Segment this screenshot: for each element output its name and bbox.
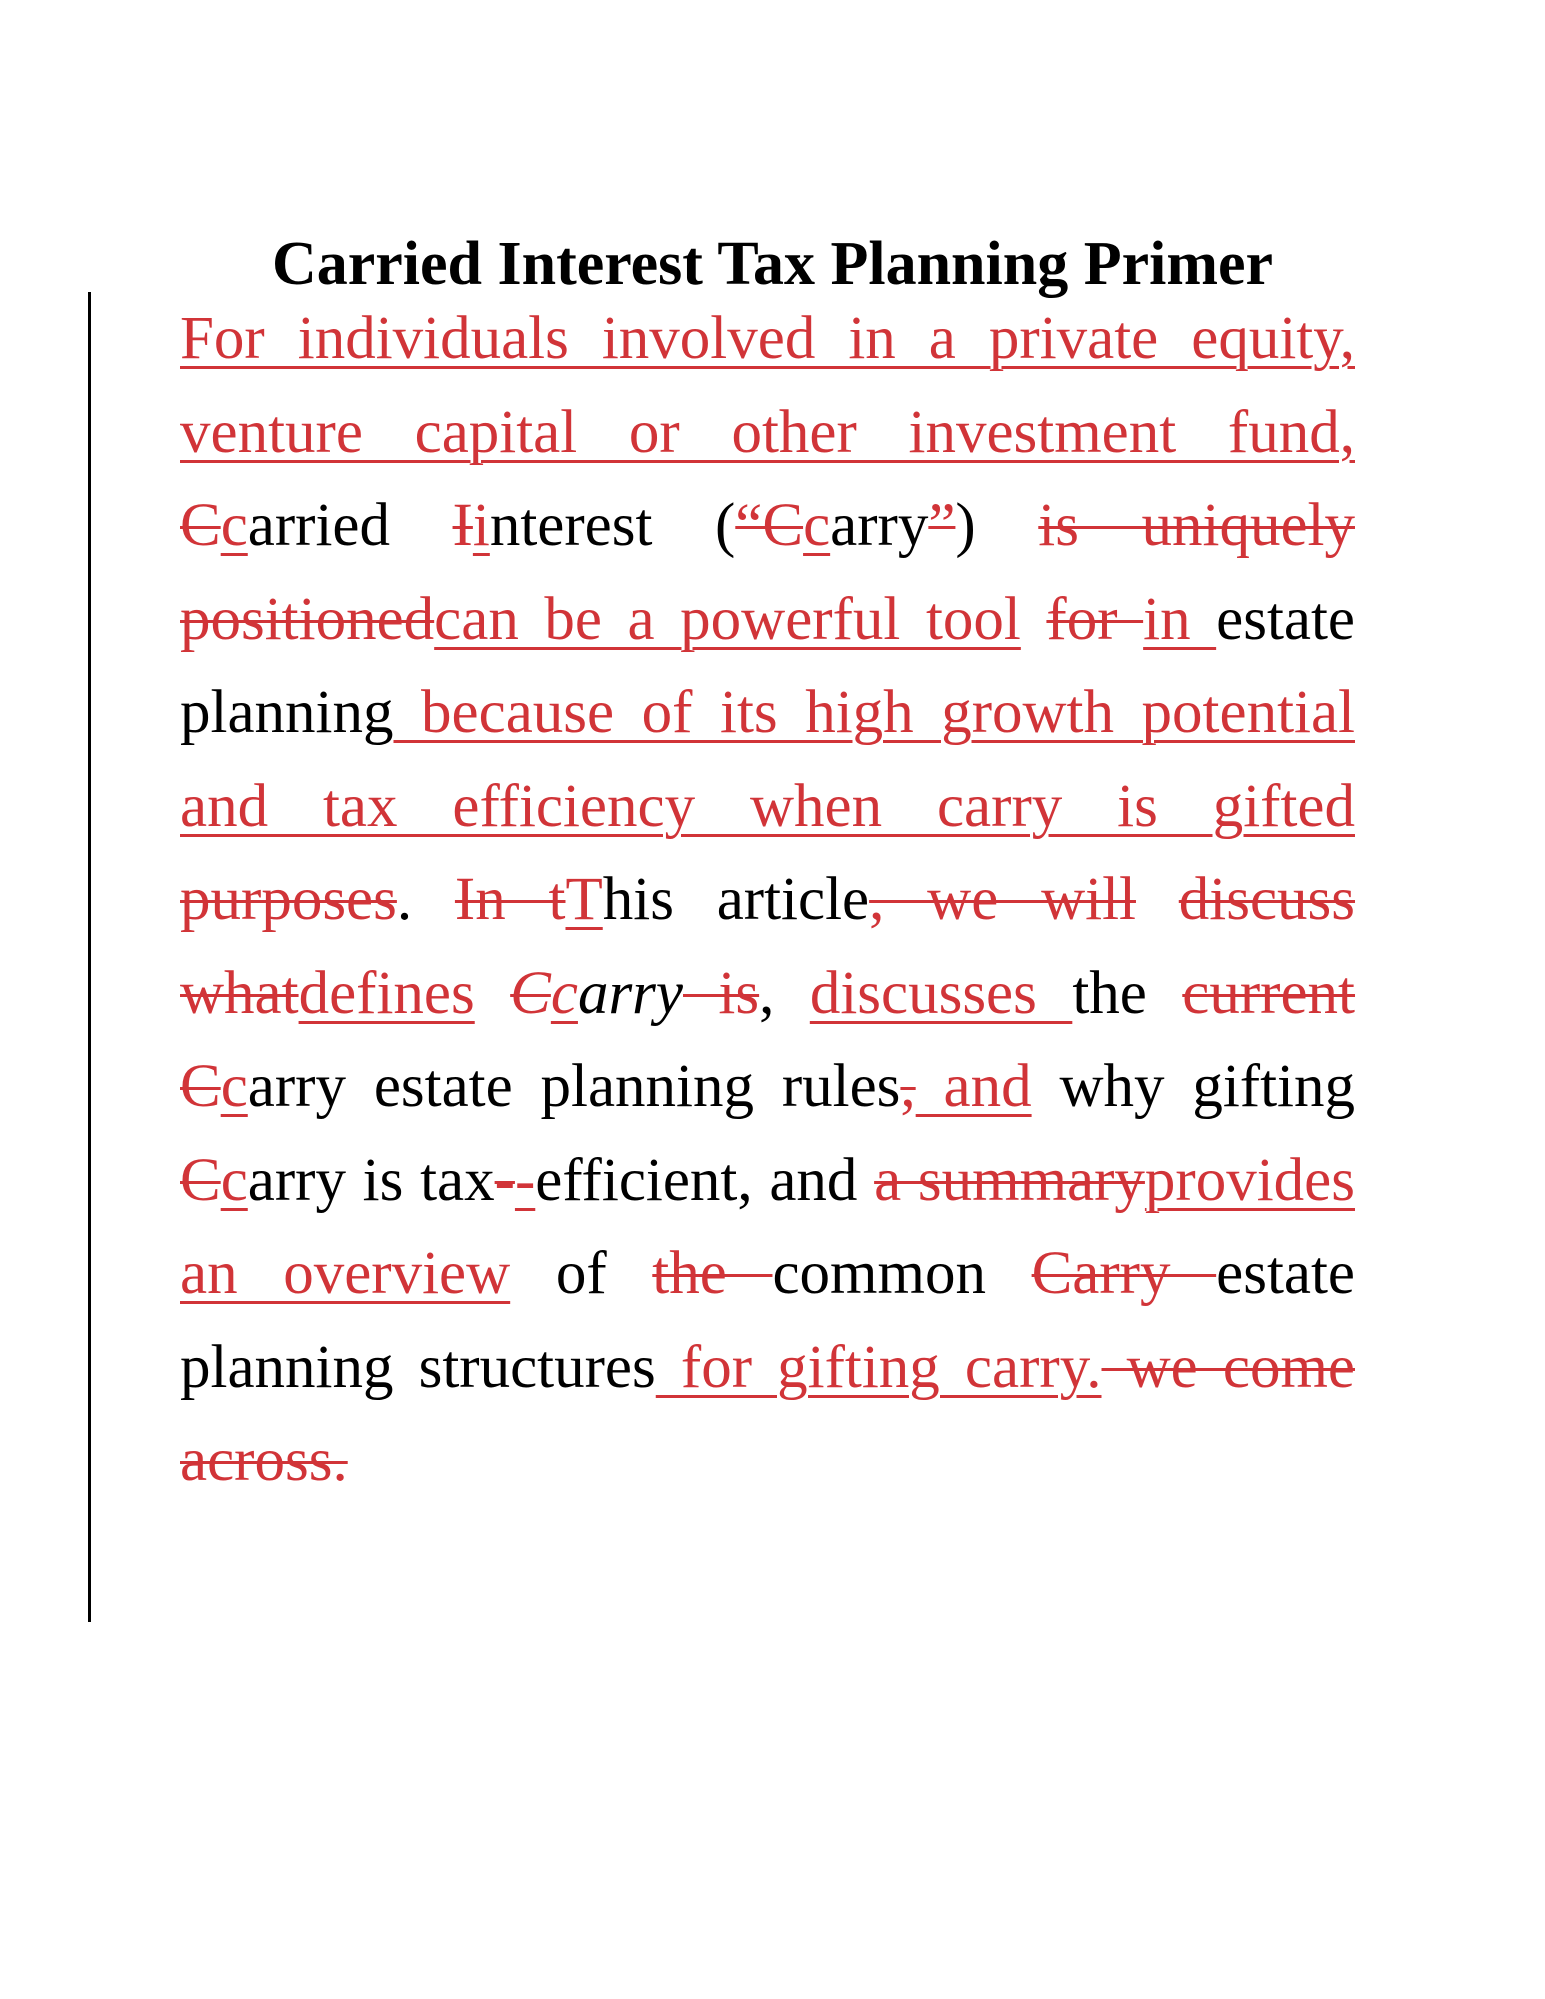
inserted-text: in [1143, 585, 1217, 653]
deleted-text: purposes [180, 866, 397, 933]
deleted-text: , [900, 1053, 916, 1120]
original-text: the [1072, 959, 1183, 1027]
deleted-text: C [180, 492, 221, 559]
deleted-text: discuss what [180, 866, 1356, 1027]
deleted-text: a summary [874, 1146, 1145, 1214]
deleted-text: C [180, 1146, 221, 1214]
deleted-text: current C [180, 959, 1356, 1120]
original-text: common [772, 1240, 1032, 1307]
original-text: his article [602, 866, 870, 933]
inserted-text: discusses [809, 959, 1073, 1027]
original-text: arry is tax [247, 1146, 495, 1214]
original-text: nterest ( [489, 492, 736, 559]
change-bar [88, 292, 91, 1622]
deleted-text: “C [735, 492, 804, 559]
original-text: . [396, 866, 455, 933]
original-text: efficient, and [535, 1146, 875, 1214]
original-text: of [510, 1240, 653, 1307]
original-text: ) [955, 492, 1039, 559]
original-text: arry [830, 492, 929, 559]
inserted-text: c [220, 492, 248, 559]
deleted-text: is [683, 959, 760, 1027]
deleted-text: Carry [1031, 1240, 1217, 1307]
deleted-text: - [494, 1146, 515, 1214]
original-text: estate planning structures [180, 1240, 1355, 1401]
page-title: Carried Interest Tax Planning Primer [271, 229, 1274, 298]
original-text: , [759, 959, 810, 1027]
deleted-text: In t [454, 866, 566, 933]
inserted-text-italic: c [550, 959, 578, 1027]
inserted-text: c [220, 1146, 248, 1214]
deleted-text: I [452, 492, 473, 559]
inserted-text: can be a powerful tool [434, 585, 1021, 653]
inserted-text: T [565, 866, 603, 933]
inserted-text: for gifting carry. [655, 1333, 1102, 1401]
inserted-text: provides an overview [180, 1146, 1355, 1307]
deleted-text: is uniquely positioned [180, 492, 1355, 653]
inserted-text: For individuals involved in a private equity, venture capital or other investment fund, [180, 305, 1355, 466]
inserted-text: - [514, 1146, 536, 1214]
original-text: why gifting [1031, 1053, 1355, 1120]
original-text [475, 960, 510, 1027]
inserted-text: defines [298, 959, 475, 1027]
deleted-text: the [652, 1240, 773, 1307]
inserted-text: i [472, 492, 490, 559]
deleted-text: ” [928, 492, 956, 559]
deleted-text-italic: C [510, 959, 551, 1027]
tracked-changes-paragraph [180, 292, 1355, 1508]
deleted-text: for [1046, 585, 1144, 653]
inserted-text: because of its high growth potential and tax efficiency when carry is gifted [180, 679, 1355, 840]
deleted-text: , we will [869, 866, 1136, 933]
original-text: estate planning [180, 585, 1355, 746]
original-text [1136, 866, 1179, 933]
inserted-text: c [803, 492, 831, 559]
deleted-text: we come across. [180, 1333, 1355, 1494]
original-text-italic: arry [577, 959, 683, 1027]
original-text: arried [247, 492, 453, 559]
inserted-text: and [915, 1053, 1032, 1120]
original-text: arry estate planning rules [247, 1053, 901, 1120]
original-text [1021, 586, 1047, 653]
inserted-text: c [220, 1053, 248, 1120]
